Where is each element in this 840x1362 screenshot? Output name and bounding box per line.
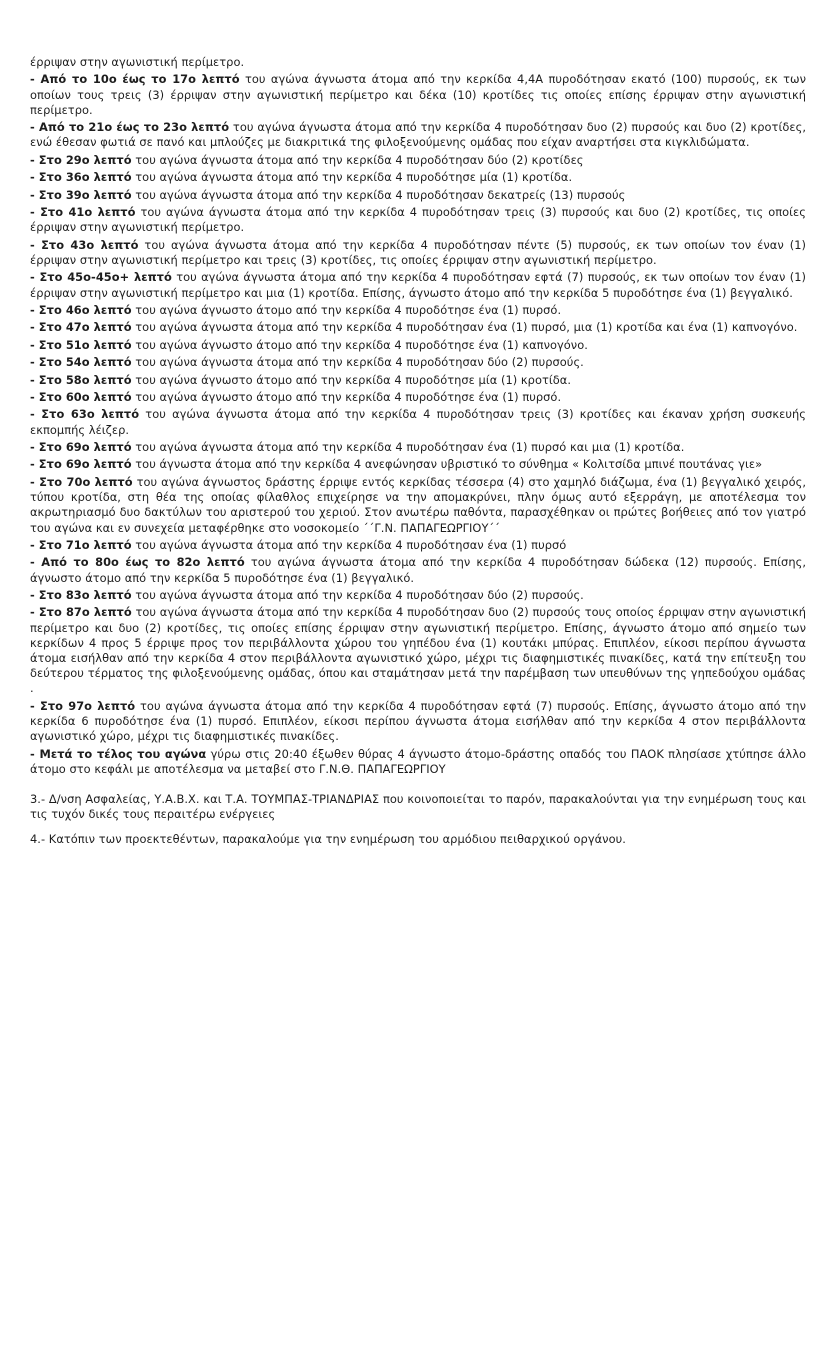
paragraph-minute-51 <box>30 338 806 353</box>
paragraph-text: του αγώνα άγνωστα άτομα από την κερκίδα 4 πυροδότησε μία (1) κροτίδα. <box>131 170 573 185</box>
paragraph-lead: - Στο 47ο λεπτό <box>30 320 132 335</box>
paragraph-text: του αγώνα άγνωστα άτομα από την κερκίδα 4 πυροδότησαν δύο (2) κροτίδες <box>131 152 584 167</box>
paragraph-text: του αγώνα άγνωστα άτομα από την κερκίδα 4 πυροδότησαν πέντε (5) πυρσούς, εκ των οποίων τον έναν (1) έρριψαν στην αγωνιστική περίμετρο και τρεις (3) κροτίδες, τις οποίες έρριψαν στην αγωνιστική περίμετρο. <box>30 237 806 267</box>
paragraph-lead: - Στο 58ο λεπτό <box>30 372 132 387</box>
paragraph-minute-10-17 <box>30 72 806 118</box>
paragraph-minute-21-23 <box>30 120 806 150</box>
paragraph-minute-29 <box>30 153 806 168</box>
paragraph-lead: - Στο 83ο λεπτό <box>30 587 132 602</box>
paragraph-lead: - Στο 45ο-45ο+ λεπτό <box>30 270 172 285</box>
paragraph-text: του αγώνα άγνωστα άτομα από την κερκίδα 4 πυροδότησαν τρεις (3) κροτίδες και έκαναν χρήση συσκευής εκπομπής λέιζερ. <box>30 407 806 437</box>
paragraph-text: του αγώνα άγνωστα άτομα από την κερκίδα 4,4Α πυροδότησαν εκατό (100) πυρσούς, εκ των οποίων τους τρεις (3) έρριψαν στην αγωνιστική περίμετρο και δέκα (10) κροτίδες τις οποίες επίσης έρριψαν στην αγωνιστική περίμετρο. <box>30 72 807 117</box>
paragraph-lead: - Στο 36ο λεπτό <box>30 170 132 185</box>
paragraph-minute-46 <box>30 303 806 318</box>
paragraph-text: του αγώνα άγνωστα άτομα από την κερκίδα 4 πυροδότησαν δύο (2) πυρσούς. <box>131 587 584 602</box>
paragraph-minute-69-b <box>30 457 806 472</box>
paragraph-minute-97 <box>30 699 806 745</box>
paragraph-text: του αγώνα άγνωστα άτομα από την κερκίδα 4 πυροδότησαν ένα (1) πυρσό, μια (1) κροτίδα και ένα (1) καπνογόνο. <box>131 320 798 335</box>
paragraph-item-4 <box>30 832 806 847</box>
paragraph-lead: - Στο 46ο λεπτό <box>30 302 132 317</box>
paragraph-text: του αγώνα άγνωστο άτομο από την κερκίδα 4 πυροδότησε μία (1) κροτίδα. <box>131 372 572 387</box>
paragraph-lead: - Στο 29ο λεπτό <box>30 152 132 167</box>
paragraph-lead: - Στο 69ο λεπτό <box>30 457 132 472</box>
paragraph-lead: - Από το 80ο έως το 82ο λεπτό <box>30 555 245 570</box>
paragraph-minute-87 <box>30 605 806 696</box>
document-body <box>30 55 806 847</box>
paragraph-text: του αγώνα άγνωστα άτομα από την κερκίδα 4 πυροδότησαν δυο (2) πυρσούς και δυο (2) κροτίδες, ενώ έθεσαν φωτιά σε πανό και μπλούζες με διακριτικά της φιλοξενούμενης ομάδας που είχαν αναρτήσει στα κιγκλιδώματα. <box>30 120 806 150</box>
paragraph-lead: - Στο 97ο λεπτό <box>30 698 136 713</box>
paragraph-lead: - Στο 87ο λεπτό <box>30 605 132 620</box>
paragraph-text: του αγώνα άγνωστο άτομο από την κερκίδα 4 πυροδότησε ένα (1) πυρσό. <box>131 302 562 317</box>
paragraph-lead: - Στο 60ο λεπτό <box>30 390 132 404</box>
paragraph-text: του αγώνα άγνωστα άτομα από την κερκίδα 4 πυροδότησαν δώδεκα (12) πυρσούς. Επίσης, άγνωστο άτομο από την κερκίδα 5 πυροδότησε ένα (1) βεγγαλικό. <box>30 555 806 585</box>
paragraph-minute-54 <box>30 355 806 370</box>
paragraph-lead: - Από το 10ο έως το 17ο λεπτό <box>30 72 240 87</box>
paragraph-text: γύρω στις 20:40 έξωθεν θύρας 4 άγνωστο άτομο-δράστης οπαδός του ΠΑΟΚ πλησίασε χτύπησε άλλο άτομο στο κεφάλι με αποτέλεσμα να μεταβεί στο Γ.Ν.Θ. ΠΑΠΑΓΕΩΡΓΙΟΥ <box>30 746 807 776</box>
paragraph-minute-43 <box>30 238 806 268</box>
paragraph-minute-45 <box>30 270 806 300</box>
paragraph-text: του άγνωστα άτομα από την κερκίδα 4 ανεφώνησαν υβριστικό το σύνθημα « Κολιτσίδα μπινέ πουτάνας γιε» <box>131 457 763 472</box>
paragraph-lead: - Στο 51ο λεπτό <box>30 337 132 352</box>
paragraph-text: του αγώνα άγνωστα άτομα από την κερκίδα 4 πυροδότησαν ένα (1) πυρσό και μια (1) κροτίδα. <box>131 440 685 455</box>
paragraph-lead: - Από το 21ο έως το 23ο λεπτό <box>30 120 230 135</box>
paragraph-item-3 <box>30 792 806 822</box>
paragraph-text: του αγώνα άγνωστα άτομα από την κερκίδα 4 πυροδότησαν δύο (2) πυρσούς. <box>131 355 584 370</box>
paragraph-text: του αγώνα άγνωστα άτομα από την κερκίδα 4 πυροδότησαν εφτά (7) πυρσούς. Επίσης, άγνωστο άτομο από την κερκίδα 6 πυροδότησε ένα (1) πυρσό. Επιπλέον, είκοσι περίπου άγνωστα άτομα εισήλθαν από την κερκίδα 4 στον περιβάλλοντα αγωνιστικό χώρο, μέχρι τις διαφημιστικές πινακίδες. <box>30 698 806 744</box>
paragraph-minute-39 <box>30 188 806 203</box>
paragraph-minute-41 <box>30 205 806 235</box>
paragraph-minute-83 <box>30 588 806 603</box>
paragraph-minute-80-82 <box>30 555 806 585</box>
paragraph-lead: - Στο 63ο λεπτό <box>30 407 140 422</box>
paragraph-text: έρριψαν στην αγωνιστική περίμετρο. <box>30 55 245 69</box>
paragraph-text: 4.- Κατόπιν των προεκτεθέντων, παρακαλούμε για την ενημέρωση του αρμόδιου πειθαρχικού οργάνου. <box>30 831 626 846</box>
paragraph-text: του αγώνα άγνωστα άτομα από την κερκίδα 4 πυροδότησαν τρεις (3) πυρσούς και δυο (2) κροτίδες, τις οποίες έρριψαν στην αγωνιστική περίμετρο. <box>30 205 806 235</box>
paragraph-minute-70 <box>30 475 806 536</box>
paragraph-minute-58 <box>30 373 806 388</box>
paragraph-text: του αγώνα άγνωστα άτομα από την κερκίδα 4 πυροδότησαν δυο (2) πυρσούς τους οποίος έρριψαν στην αγωνιστική περίμετρο και δυο (2) κροτίδες, τις οποίες επίσης έρριψαν στην αγωνιστική περίμετρο. Επίσης, άγνωστο άτομο από σημείο των κερκίδων 4 προς 5 έρριψε προς τον περιβάλλοντα χώρου του γηπέδου ένα (1) κουτάκι μπύρας. Επιπλέον, είκοσι περίπου άγνωστα άτομα εισήλθαν από την κερκίδα 4 στον περιβάλλοντα αγωνιστικό χώρο, μέχρι τις διαφημιστικές πινακίδες, κατά την επίτευξη του δεύτερου τέρματος της φιλοξενούμενης ομάδας, όπου και σταμάτησαν μετά την παρέμβαση των υπευθύνων της γηπεδούχου ομάδας . <box>30 605 806 696</box>
paragraph-lead: - Στο 41ο λεπτό <box>30 205 136 220</box>
paragraph-text: του αγώνα άγνωστα άτομα από την κερκίδα 4 πυροδότησαν εφτά (7) πυρσούς, εκ των οποίων τον έναν (1) έρριψαν στην αγωνιστική περίμετρο και μια (1) κροτίδα. Επίσης, άγνωστο άτομο από την κερκίδα 5 πυροδότησε ένα (1) βεγγαλικό. <box>30 270 806 300</box>
paragraph-intro <box>30 55 806 70</box>
paragraph-text: του αγώνα άγνωστος δράστης έρριψε εντός κερκίδας τέσσερα (4) στο χαμηλό διάζωμα, ένα (1) βεγγαλικό χειρός, τύπου κροτίδα, στη θέα της οποίας φίλαθλος επιχείρησε να την απομακρύνει, πλην όμως αυτό εξερράγη, με αποτέλεσμα τον ακρωτηριασμό δυο δακτύλων του αριστερού του χεριού. Στον ανωτέρω παθόντα, παρασχέθηκαν οι πρώτες βοήθειες από τον γιατρό του αγώνα και εν συνεχεία μεταφέρθηκε στο νοσοκομείο ΄΄Γ.Ν. ΠΑΠΑΓΕΩΡΓΙΟΥ΄΄ <box>30 474 806 535</box>
paragraph-lead: - Στο 69ο λεπτό <box>30 440 132 455</box>
paragraph-lead: - Στο 54ο λεπτό <box>30 355 132 370</box>
paragraph-minute-60 <box>30 390 806 405</box>
paragraph-lead: - Μετά το τέλος του αγώνα <box>30 746 207 761</box>
paragraph-minute-36 <box>30 170 806 185</box>
paragraph-lead: - Στο 39ο λεπτό <box>30 187 132 202</box>
paragraph-lead: - Στο 71ο λεπτό <box>30 537 132 552</box>
paragraph-minute-71 <box>30 538 806 553</box>
paragraph-lead: - Στο 70ο λεπτό <box>30 474 133 489</box>
paragraph-text: του αγώνα άγνωστο άτομο από την κερκίδα 4 πυροδότησε ένα (1) πυρσό. <box>131 390 562 404</box>
paragraph-text: 3.- Δ/νση Ασφαλείας, Υ.Α.Β.Χ. και Τ.Α. ΤΟΥΜΠΑΣ-ΤΡΙΑΝΔΡΙΑΣ που κοινοποιείται το παρόν, παρακαλούνται για την ενημέρωση τους και τις τυχόν δικές τους περαιτέρω ενέργειες <box>30 792 806 822</box>
paragraph-lead: - Στο 43ο λεπτό <box>30 237 139 252</box>
paragraph-text: του αγώνα άγνωστα άτομα από την κερκίδα 4 πυροδότησαν δεκατρείς (13) πυρσούς <box>131 187 626 202</box>
paragraph-after-match <box>30 747 806 777</box>
paragraph-minute-63 <box>30 407 806 437</box>
paragraph-text: του αγώνα άγνωστο άτομο από την κερκίδα 4 πυροδότησε ένα (1) καπνογόνο. <box>131 337 588 352</box>
paragraph-minute-69-a <box>30 440 806 455</box>
paragraph-minute-47 <box>30 320 806 335</box>
paragraph-text: του αγώνα άγνωστα άτομα από την κερκίδα 4 πυροδότησαν ένα (1) πυρσό <box>131 537 567 552</box>
